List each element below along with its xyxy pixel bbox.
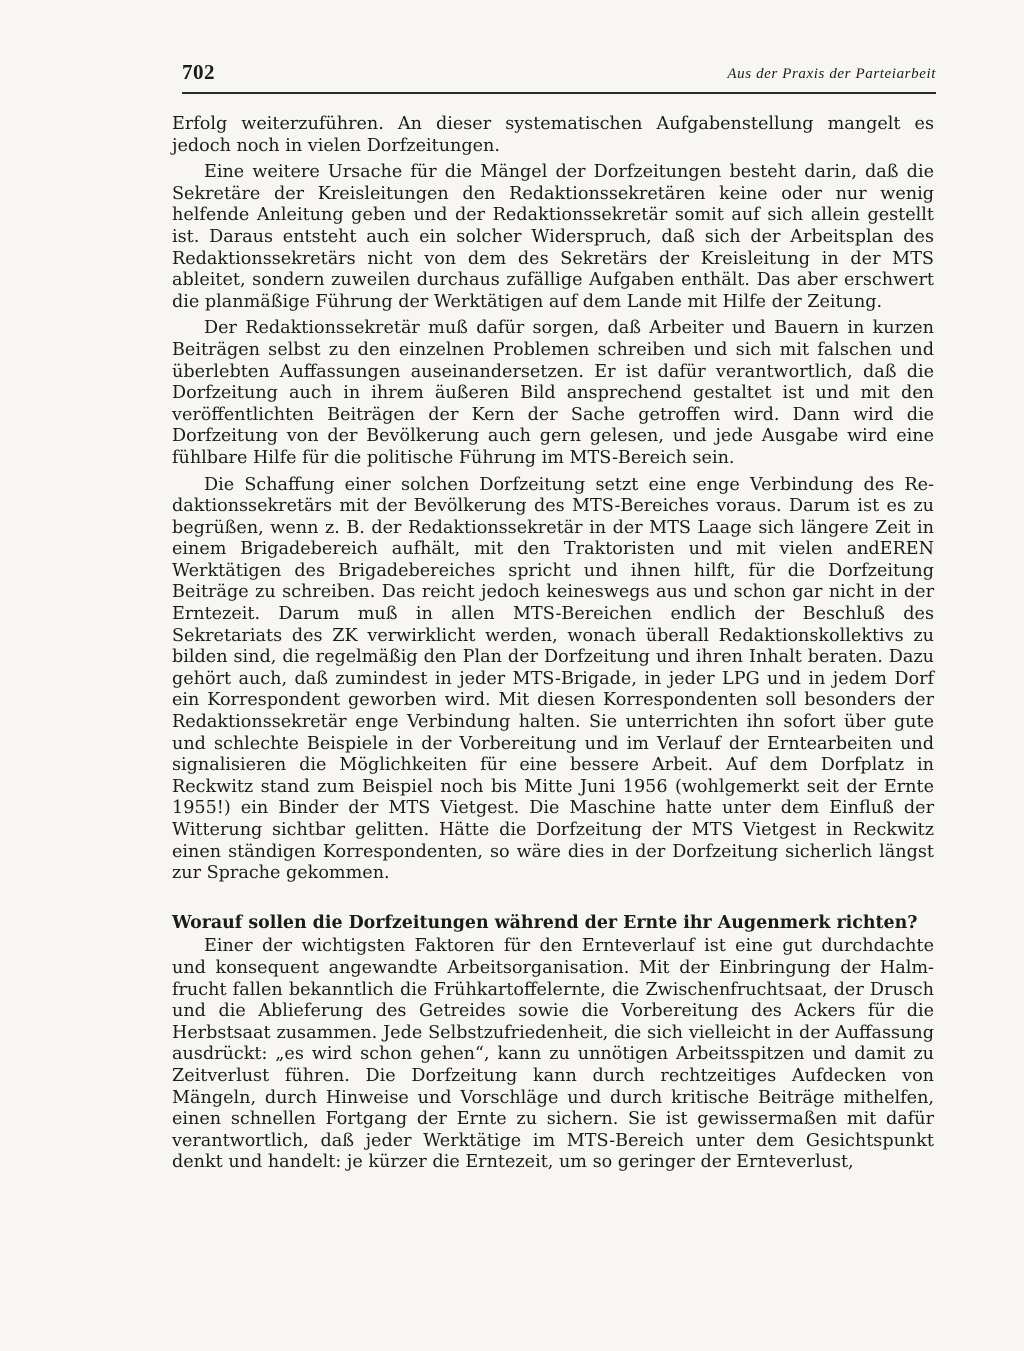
paragraph: Erfolg weiterzuführen. An dieser systematischen Aufgabenstellung mangelt es jedoch noch in vielen Dorfzeitungen. xyxy=(172,114,934,156)
page-number: 702 xyxy=(182,60,215,84)
page-header xyxy=(182,58,936,94)
article-body xyxy=(172,114,934,1179)
paragraph: Eine weitere Ursache für die Mängel der Dorfzeitungen besteht darin, daß die Sekretäre der Kreisleitungen den Redaktionssekretären keine oder nur wenig helfende Anleitung geben und der Redaktionssekretär somit auf sich allein gestellt ist. Daraus entsteht auch ein solcher Widerspruch, daß sich der Arbeitsplan des Redaktionssekretärs nicht von dem des Sekretärs der Kreisleitung in der MTS ableitet, sondern zuweilen durchaus zufällige Aufgaben enthält. Das aber erschwert die planmäßige Führung der Werktätigen auf dem Lande mit Hilfe der Zeitung. xyxy=(172,162,934,312)
paragraph: Einer der wichtigsten Faktoren für den Ernteverlauf ist eine gut durchdachte und konsequent angewandte Arbeitsorganisation. Mit der Einbringung der Halmfrucht fallen bekanntlich die Frühkartoffelernte, die Zwischenfruchtsaat, der Drusch und die Ablieferung des Getreides sowie die Vorbereitung des Ackers für die Herbstsaat zusammen. Jede Selbstzufriedenheit, die sich vielleicht in der Auffassung ausdrückt: „es wird schon gehen“, kann zu unnötigen Arbeitsspitzen und damit zu Zeitverlust führen. Die Dorfzeitung kann durch rechtzeitiges Aufdecken von Mängeln, durch Hinweise und Vorschläge und durch kritische Beiträge mithelfen, einen schnellen Fortgang der Ernte zu sichern. Sie ist gewissermaßen mit dafür verantwortlich, daß jeder Werktätige im MTS-Bereich unter dem Gesichtspunkt denkt und handelt: je kürzer die Erntezeit, um so geringer der Ernteverlust, xyxy=(172,936,934,1173)
paragraph: Die Schaffung einer solchen Dorfzeitung setzt eine enge Verbindung des Redaktionssekretärs mit der Bevölkerung des MTS-Bereiches voraus. Darum ist es zu begrüßen, wenn z. B. der Redaktionssekretär in der MTS Laage sich längere Zeit in einem Brigadebereich aufhält, mit den Traktoristen und mit vielen andEREN Werktätigen des Brigadebereiches spricht und ihnen hilft, für die Dorfzeitung Beiträge zu schreiben. Das reicht jedoch keineswegs aus und schon gar nicht in der Erntezeit. Darum muß in allen MTS-Bereichen endlich der Beschluß des Sekretariats des ZK verwirklicht werden, wonach überall Redaktionskollektivs zu bilden sind, die regelmäßig den Plan der Dorfzeitung und ihren Inhalt beraten. Dazu gehört auch, daß zumindest in jeder MTS-Brigade, in jeder LPG und in jedem Dorf ein Korrespondent geworben wird. Mit diesen Korrespondenten soll besonders der Redaktionssekretär enge Verbindung halten. Sie unterrichten ihn sofort über gute und schlechte Beispiele in der Vorbereitung und im Verlauf der Erntearbeiten und signalisieren die Möglichkeiten für eine bessere Arbeit. Auf dem Dorfplatz in Reckwitz stand zum Beispiel noch bis Mitte Juni 1956 (wohlgemerkt seit der Ernte 1955!) ein Binder der MTS Vietgest. Die Maschine hatte unter dem Einfluß der Witterung sichtbar gelitten. Hätte die Dorfzeitung der MTS Vietgest in Reckwitz einen ständigen Korrespondenten, so wäre dies in der Dorfzeitung sicherlich längst zur Sprache gekommen. xyxy=(172,474,934,884)
paragraph: Der Redaktionssekretär muß dafür sorgen, daß Arbeiter und Bauern in kurzen Beiträgen selbst zu den einzelnen Problemen schreiben und sich mit falschen und überlebten Auffassungen auseinandersetzen. Er ist dafür verantwortlich, daß die Dorfzeitung auch in ihrem äußeren Bild ansprechend gestaltet ist und mit den veröffentlichten Beiträgen der Kern der Sache getroffen wird. Dann wird die Dorfzeitung von der Bevölkerung auch gern gelesen, und jede Ausgabe wird eine fühlbare Hilfe für die politische Führung im MTS-Bereich sein. xyxy=(172,318,934,468)
section-heading: Worauf sollen die Dorfzeitungen während der Ernte ihr Augenmerk richten? xyxy=(172,912,918,933)
running-head: Aus der Praxis der Parteiarbeit xyxy=(727,66,936,82)
